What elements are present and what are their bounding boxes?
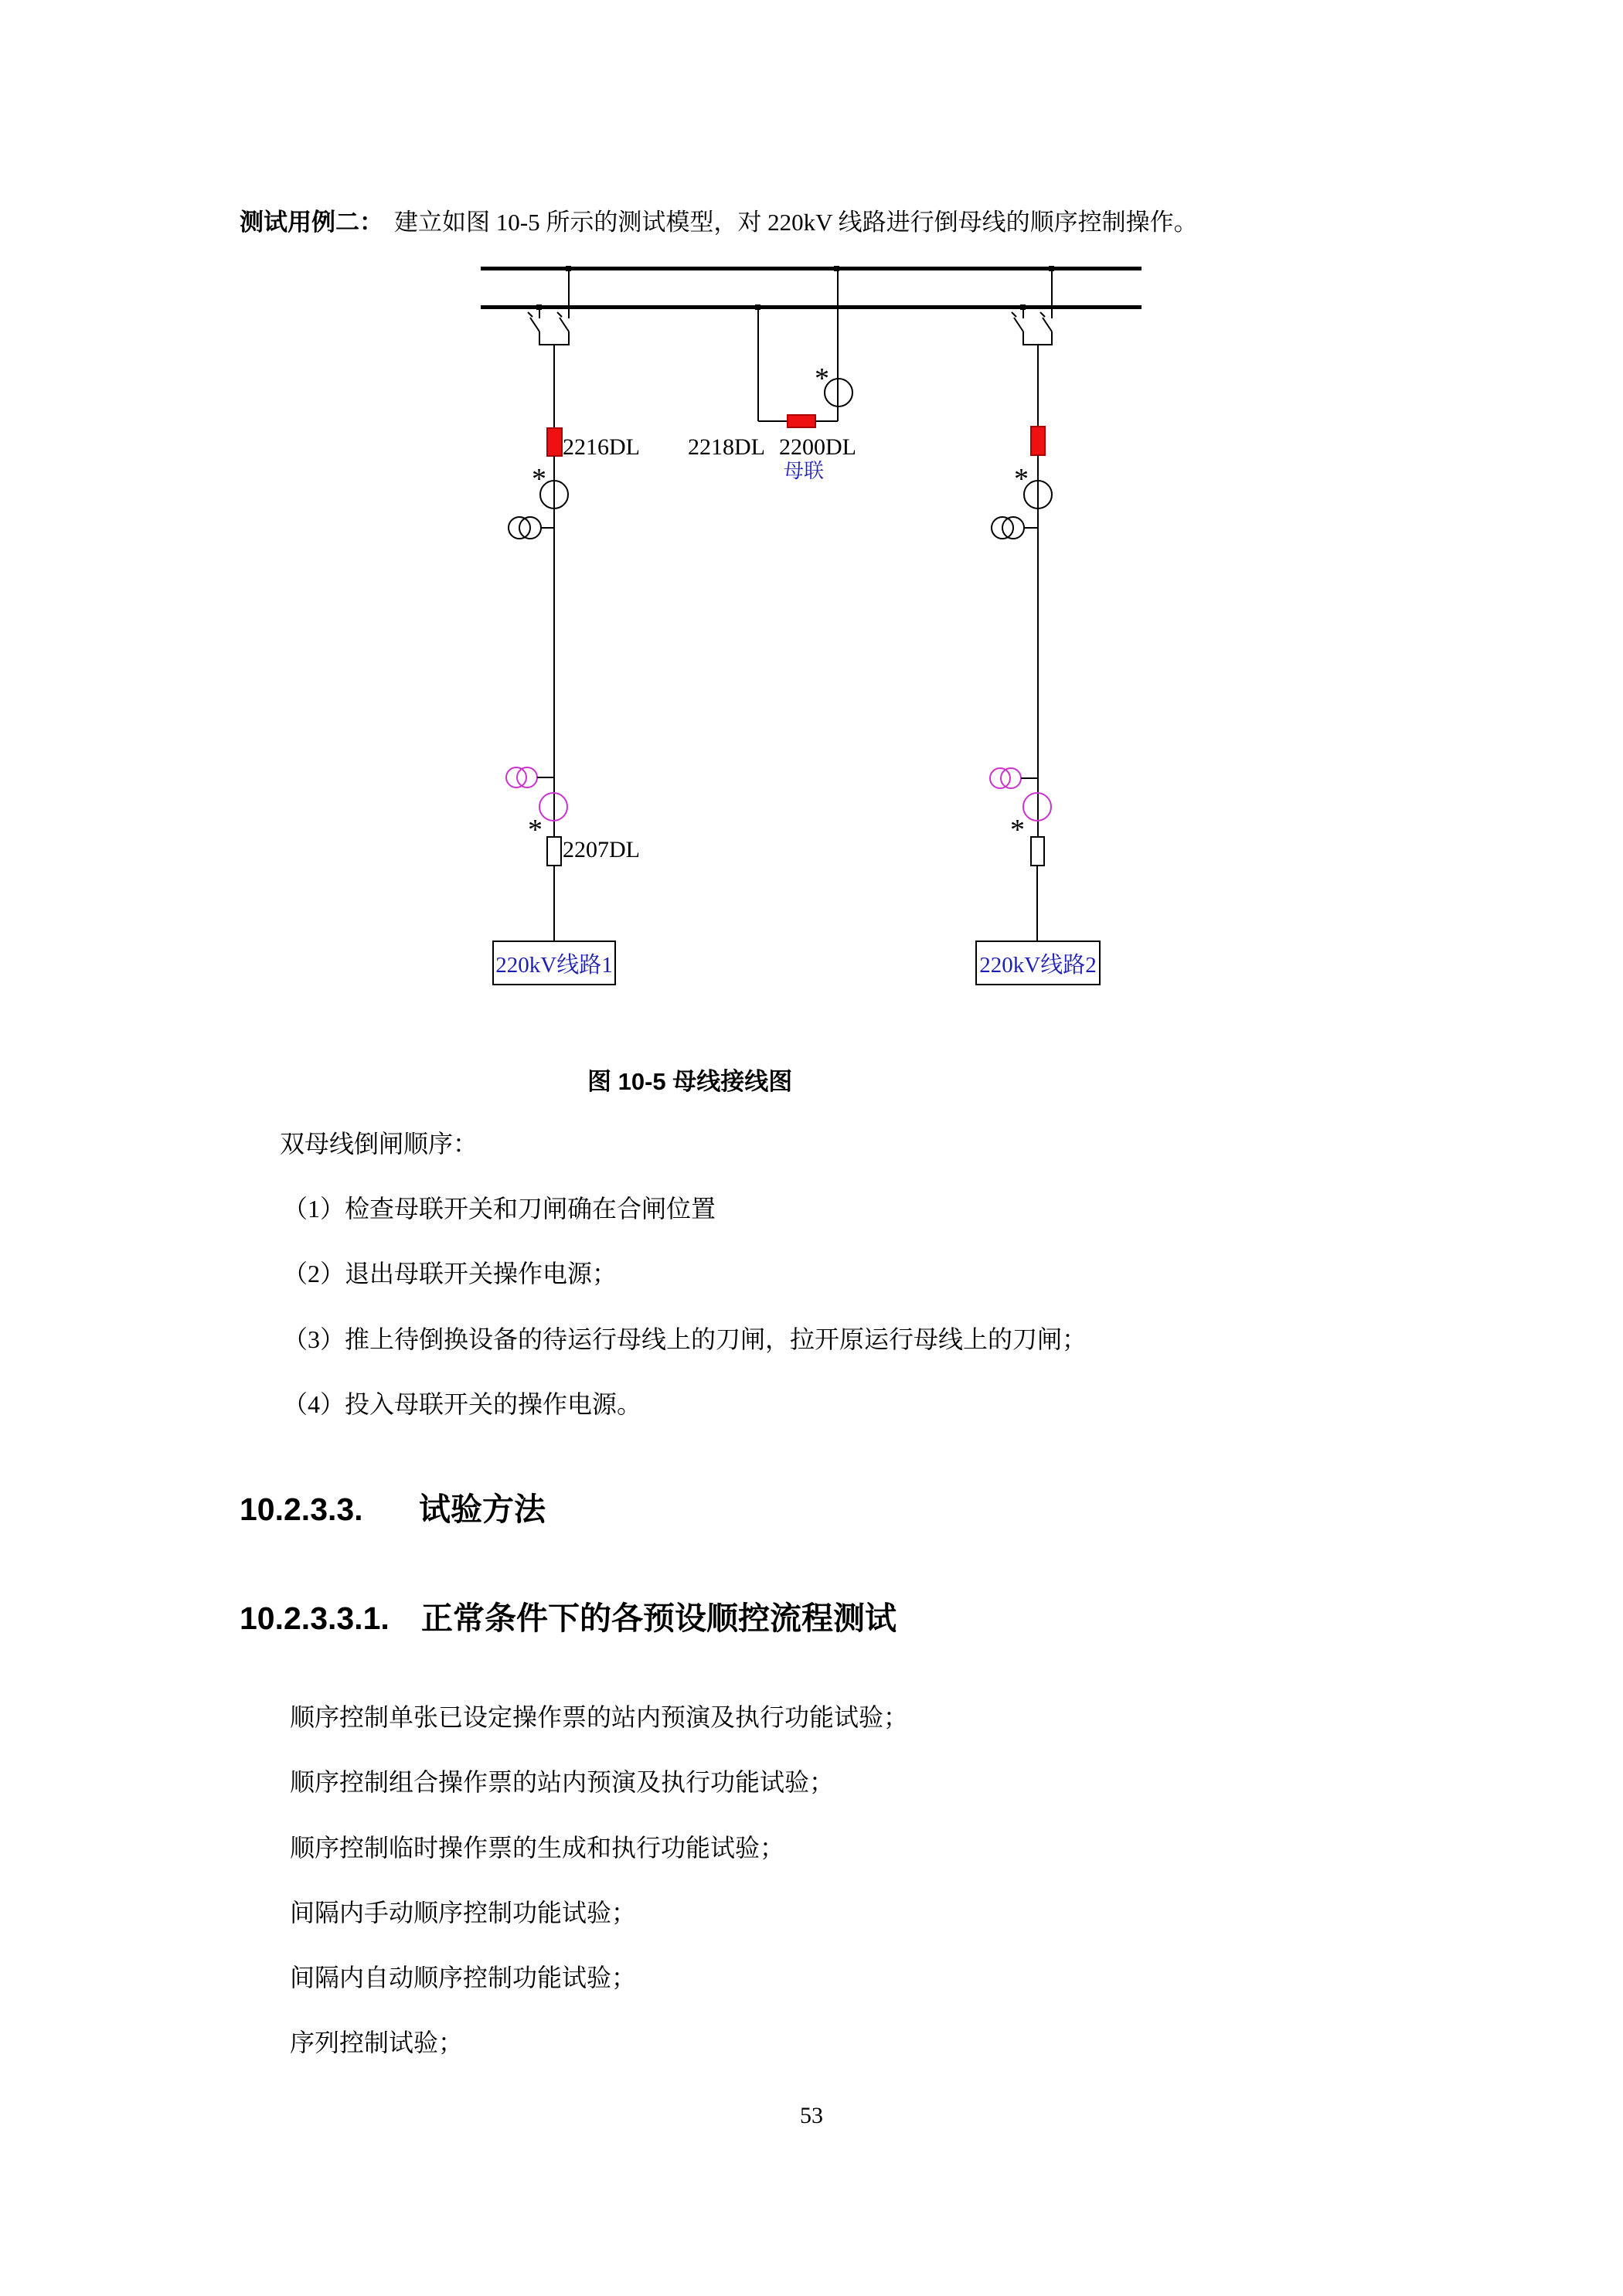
body-paragraph: 序列控制试验； <box>290 2029 464 2056</box>
asterisk-marker: * <box>1014 463 1029 495</box>
section-title: 正常条件下的各预设顺控流程测试 <box>421 1600 897 1636</box>
busbar-diagram <box>0 0 1623 1005</box>
feeder1-line-pt-icon <box>506 767 567 821</box>
feeder1-closed-breaker-2216DL <box>547 428 562 456</box>
page-number: 53 <box>800 2103 823 2128</box>
feeder2-name: 220kV线路2 <box>979 952 1097 978</box>
intro-rest: 建立如图 10-5 所示的测试模型，对 220kV 线路进行倒母线的顺序控制操作。 <box>394 209 1198 236</box>
asterisk-marker: * <box>1010 814 1025 846</box>
feeder2-disconnector-icon <box>1012 312 1052 345</box>
bus-coupler-branch <box>758 270 852 427</box>
sequence-intro: 双母线倒闸顺序： <box>280 1130 478 1158</box>
feeder2-closed-breaker <box>1031 427 1045 455</box>
feeder1-pt-winding-icon <box>509 517 554 539</box>
feeder1-name: 220kV线路1 <box>495 952 613 978</box>
bus-2 <box>481 305 1142 309</box>
sequence-step-4: （4）投入母联开关的操作电源。 <box>283 1390 642 1418</box>
feeder1-open-breaker-2207DL <box>547 837 561 866</box>
feeder1-disconnector-icon <box>528 312 569 345</box>
section-heading-102331 <box>240 1593 897 1638</box>
body-paragraph: 间隔内自动顺序控制功能试验； <box>290 1964 637 1992</box>
label-2218DL: 2218DL <box>688 434 765 460</box>
section-heading-10233 <box>240 1484 546 1529</box>
body-paragraph: 间隔内手动顺序控制功能试验； <box>290 1899 637 1927</box>
feeder2-open-breaker <box>1031 837 1044 866</box>
body-paragraph: 顺序控制组合操作票的站内预演及执行功能试验； <box>290 1768 835 1796</box>
asterisk-marker: * <box>528 814 543 846</box>
sequence-step-2: （2）退出母联开关操作电源； <box>283 1260 618 1287</box>
feeder2-line-pt-icon <box>990 768 1051 821</box>
bus-junction-dots <box>536 266 1054 310</box>
coupler-closed-breaker-2200DL <box>788 415 815 427</box>
body-paragraph: 顺序控制临时操作票的生成和执行功能试验； <box>290 1834 785 1862</box>
label-2200DL: 2200DL <box>779 434 856 460</box>
feeder2-name-box <box>975 941 1101 985</box>
feeder2-pt-winding-icon <box>992 517 1038 539</box>
label-breaker-2207DL: 2207DL <box>563 837 640 862</box>
bus-1 <box>481 267 1142 270</box>
figure-caption: 图 10-5 母线接线图 <box>587 1068 793 1095</box>
asterisk-marker: * <box>815 362 829 395</box>
sequence-step-3: （3）推上待倒换设备的待运行母线上的刀闸，拉开原运行母线上的刀闸； <box>283 1325 1087 1353</box>
section-title: 试验方法 <box>419 1492 546 1527</box>
label-coupler-ids <box>688 436 856 459</box>
label-bus-coupler-name: 母联 <box>784 460 825 482</box>
sequence-step-1: （1）检查母联开关和刀闸确在合闸位置 <box>283 1195 716 1223</box>
section-number: 10.2.3.3. <box>240 1492 363 1527</box>
asterisk-marker: * <box>532 463 546 495</box>
feeder1-name-box <box>492 941 616 985</box>
intro-lead: 测试用例二： <box>240 209 383 236</box>
body-paragraph: 顺序控制单张已设定操作票的站内预演及执行功能试验； <box>290 1703 909 1731</box>
label-breaker-2216DL: 2216DL <box>563 434 640 460</box>
section-number: 10.2.3.3.1. <box>240 1600 390 1636</box>
